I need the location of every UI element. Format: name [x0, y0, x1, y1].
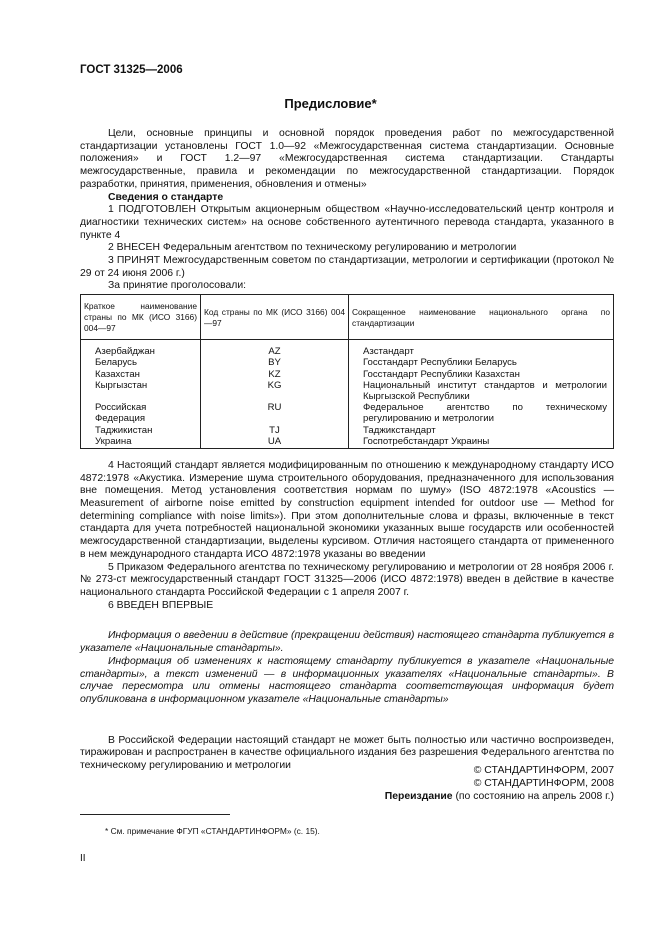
voting-states-table [80, 294, 614, 449]
table-row [81, 402, 614, 424]
item-2: 2 ВНЕСЕН Федеральным агентством по техническому регулированию и метрологии [108, 242, 517, 254]
table-header-row [81, 295, 614, 340]
cell-code: KZ [201, 369, 349, 380]
copyright-2007: © СТАНДАРТИНФОРМ, 2007 [473, 765, 614, 776]
footnote: * См. примечание ФГУП «СТАНДАРТИНФОРМ» (с. 15). [105, 826, 320, 836]
header-org: Сокращенное наименование национального органа по стандартизации [349, 295, 614, 340]
cell-country: Азербайджан [81, 340, 201, 358]
table-row [81, 340, 614, 358]
rights-paragraph: В Российской Федерации настоящий стандарт не может быть полностью или частично воспроизведен, тиражирован и распространен в качестве официального издания без разрешения Федерального агентства по техническому регулированию и метрологии [80, 734, 614, 772]
intro-paragraph: Цели, основные принципы и основной порядок проведения работ по межгосударственной стандартизации установлены ГОСТ 1.0—92 «Межгосударственная система стандартизации. Основные положения» и ГОСТ 1.2—97 «Межгосударственная система стандартизации. Стандарты межгосударственные, правила и рекомендации по межгосударственной стандартизации. Порядок разработки, принятия, применения, обновления и отмены» [80, 128, 614, 190]
voted-label: За принятие проголосовали: [108, 280, 247, 292]
info-heading: Сведения о стандарте [108, 191, 224, 203]
table-row [81, 436, 614, 449]
item-3: 3 ПРИНЯТ Межгосударственным советом по стандартизации, метрологии и сертификации (протокол № 29 от 24 июня 2006 г.) [80, 255, 614, 279]
cell-country: Казахстан [81, 369, 201, 380]
cell-country: Украина [81, 436, 201, 449]
cell-code: AZ [201, 340, 349, 358]
cell-org: Азстандарт [349, 340, 614, 358]
reprint-line [385, 790, 614, 803]
table-row [81, 357, 614, 368]
cell-code: KG [201, 380, 349, 402]
cell-org: Таджикстандарт [349, 425, 614, 436]
cell-org: Госпотребстандарт Украины [349, 436, 614, 449]
notice-introduction: Информация о введении в действие (прекращении действия) настоящего стандарта публикуется в указателе «Национальные стандарты». [80, 630, 614, 655]
notice-amendments: Информация об изменениях к настоящему стандарту публикуется в указателе «Национальные стандарты», а текст изменений — в информационных указателях «Национальные стандарты». В случае пересмотра или отмены настоящего стандарта соответствующая информация будет опубликована в информационном указателе «Национальные стандарты» [80, 655, 614, 705]
cell-org: Национальный институт стандартов и метрологии Кыргызской Республики [349, 380, 614, 402]
item-4: 4 Настоящий стандарт является модифицированным по отношению к международному стандарту ИСО 4872:1978 «Акустика. Измерение шума строительного оборудования, предназначенного для использования вне помещения. Метод установления соответствия нормам по шуму» (ISO 4872:1978 «Acoustics — Measurement of airborne noise emitted by construction equipment intended for outdoor use — Method for determining compliance with noise limits»). При этом дополнительные слова и фразы, включенные в текст стандарта для учета потребностей национальной экономики указанных выше государств или особенностей межгосударственной стандартизации, выделены курсивом. Отличия настоящего стандарта от примененного в нем международного стандарта ИСО 4872:1978 указаны во введении [80, 459, 614, 560]
copyright-block [385, 764, 614, 803]
item-5: 5 Приказом Федерального агентства по техническому регулированию и метрологии от 28 ноября 2006 г. № 273-ст межгосударственный стандарт ГОСТ 31325—2006 (ИСО 4872:1978) введен в действие в качестве национального стандарта Российской Федерации с 1 апреля 2007 г. [80, 561, 614, 598]
cell-code: RU [201, 402, 349, 424]
cell-code: UA [201, 436, 349, 449]
item-6: 6 ВВЕДЕН ВПЕРВЫЕ [108, 599, 214, 611]
cell-country: Российская Федерация [81, 402, 201, 424]
table-row [81, 425, 614, 436]
document-body [80, 128, 614, 773]
table-row [81, 369, 614, 380]
cell-org: Федеральное агентство по техническому регулированию и метрологии [349, 402, 614, 424]
page-title: Предисловие* [284, 96, 377, 111]
cell-country: Кыргызстан [81, 380, 201, 402]
footnote-divider [80, 814, 230, 815]
cell-country: Таджикистан [81, 425, 201, 436]
cell-code: TJ [201, 425, 349, 436]
copyright-2008: © СТАНДАРТИНФОРМ, 2008 [473, 778, 614, 789]
header-code: Код страны по МК (ИСО 3166) 004—97 [201, 295, 349, 340]
cell-code: BY [201, 357, 349, 368]
reprint-label: Переиздание [384, 791, 453, 802]
cell-country: Беларусь [81, 357, 201, 368]
header-country: Краткое наименование страны по МК (ИСО 3166) 004—97 [81, 295, 201, 340]
cell-org: Госстандарт Республики Казахстан [349, 369, 614, 380]
running-header: ГОСТ 31325—2006 [80, 64, 183, 76]
item-1: 1 ПОДГОТОВЛЕН Открытым акционерным обществом «Научно-исследовательский центр контроля и диагностики технических систем» на основе собственного аутентичного перевода стандарта, указанного в пункте 4 [80, 204, 614, 241]
reprint-note: (по состоянию на апрель 2008 г.) [455, 791, 614, 802]
table-row [81, 380, 614, 402]
page-number: II [80, 853, 86, 864]
cell-org: Госстандарт Республики Беларусь [349, 357, 614, 368]
